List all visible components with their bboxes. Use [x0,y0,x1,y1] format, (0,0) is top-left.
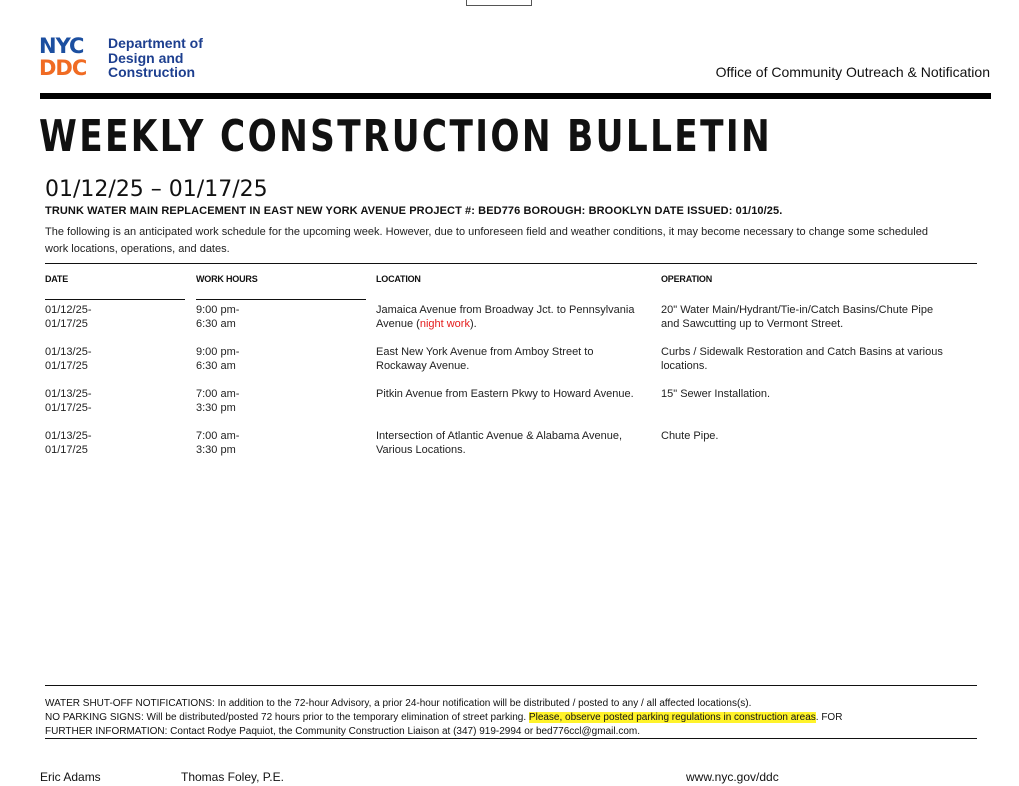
row4-hours [196,429,239,457]
row2-location-line2: Rockaway Avenue. [376,360,470,372]
website-link[interactable]: www.nyc.gov/ddc [686,770,779,784]
footer-top-rule [45,685,977,686]
row2-hours-end: 6:30 am [196,360,236,372]
row1-hours [196,303,239,331]
row1-operation-line1: 20" Water Main/Hydrant/Tie-in/Catch Basins/Chute Pipe [661,304,934,316]
header-rule-date [45,299,185,300]
header-rule-hours [196,299,366,300]
row1-hours-start: 9:00 pm- [196,304,240,316]
project-line: TRUNK WATER MAIN REPLACEMENT IN EAST NEW YORK AVENUE PROJECT #: BED776 BOROUGH: BROOKLYN DATE ISSUED: 01/10/25. [45,205,783,217]
row3-hours [196,387,239,415]
row3-location [376,387,660,401]
header-location: LOCATION [376,274,421,284]
row1-location-line2 [376,317,660,331]
water-shutoff-note: WATER SHUT-OFF NOTIFICATIONS: In addition to the 72-hour Advisory, a prior 24-hour notification will be distributed / posted to any / all affected locations(s). [45,698,752,709]
row2-operation-line2: locations. [661,360,708,372]
no-parking-note [45,711,980,725]
row2-date-start: 01/13/25- [45,346,92,358]
row1-location-a: Avenue ( [376,318,420,330]
header-work-hours: WORK HOURS [196,274,258,284]
row4-operation [661,429,981,443]
row2-operation-line1: Curbs / Sidewalk Restoration and Catch Basins at various [661,346,943,358]
row1-operation-line2: and Sawcutting up to Vermont Street. [661,318,844,330]
dept-line-1: Department of [108,35,203,51]
logo-nyc-text: NYC [39,34,84,58]
row4-operation-line1: Chute Pipe. [661,430,719,442]
date-range: 01/12/25 – 01/17/25 [45,177,268,202]
no-parking-text: NO PARKING SIGNS: Will be distributed/posted 72 hours prior to the temporary elimination of street parking. [45,712,529,723]
night-work-note: night work [419,318,470,330]
department-name [108,36,203,80]
row3-location-line1: Pitkin Avenue from Eastern Pkwy to Howard Avenue. [376,388,634,400]
row3-operation [661,387,981,401]
row3-date [45,387,91,415]
row4-date-start: 01/13/25- [45,430,92,442]
row1-date-end: 01/17/25 [45,318,88,330]
no-parking-tail: . FOR [815,712,843,723]
row1-date-start: 01/12/25- [45,304,92,316]
row1-location-b: ). [469,318,477,330]
row1-hours-end: 6:30 am [196,318,236,330]
row4-hours-start: 7:00 am- [196,430,240,442]
dept-line-2: Design and [108,49,184,66]
signature-commissioner: Thomas Foley, P.E. [181,770,284,784]
parking-highlight: Please, observe posted parking regulations in construction areas [528,712,816,723]
row2-hours [196,345,239,373]
signature-mayor: Eric Adams [40,770,101,784]
header-operation: OPERATION [661,274,713,284]
row2-hours-start: 9:00 pm- [196,346,240,358]
further-info-note: FURTHER INFORMATION: Contact Rodye Paquiot, the Community Construction Liaison at (347) 919-2994 or bed776ccl@gmail.com. [45,726,641,737]
row4-date [45,429,91,457]
row4-hours-end: 3:30 pm [196,444,236,456]
row3-date-start: 01/13/25- [45,388,92,400]
dept-line-3: Construction [108,64,196,80]
row1-date [45,303,91,331]
office-name: Office of Community Outreach & Notification [715,64,990,80]
row4-location [376,429,660,457]
row2-date [45,345,91,373]
row3-operation-line1: 15" Sewer Installation. [661,388,771,400]
row1-operation [661,303,981,331]
row2-date-end: 01/17/25 [45,360,88,372]
row1-location-line1: Jamaica Avenue from Broadway Jct. to Pennsylvania [376,304,635,316]
bulletin-title: WEEKLY CONSTRUCTION BULLETIN [39,111,773,162]
row2-location [376,345,660,373]
logo-ddc-text: DDC [39,56,87,80]
table-top-rule [45,263,977,264]
page-tab [466,0,532,6]
intro-text: The following is an anticipated work schedule for the upcoming week. However, due to unforeseen field and weather conditions, it may become necessary to change some scheduled work locations, operations, and dates. [45,226,928,255]
row1-location [376,303,660,331]
nyc-ddc-logo [39,35,101,81]
row2-location-line1: East New York Avenue from Amboy Street to [376,346,594,358]
row2-operation [661,345,981,373]
row4-location-line2: Various Locations. [376,444,466,456]
row4-location-line1: Intersection of Atlantic Avenue & Alabama Avenue, [376,430,623,442]
header-rule [40,93,991,99]
footer-bottom-rule [45,738,977,739]
row3-hours-start: 7:00 am- [196,388,240,400]
footer-notes [45,697,980,739]
row3-date-end: 01/17/25- [45,402,92,414]
row4-date-end: 01/17/25 [45,444,88,456]
row3-hours-end: 3:30 pm [196,402,236,414]
header-date: DATE [45,274,69,284]
